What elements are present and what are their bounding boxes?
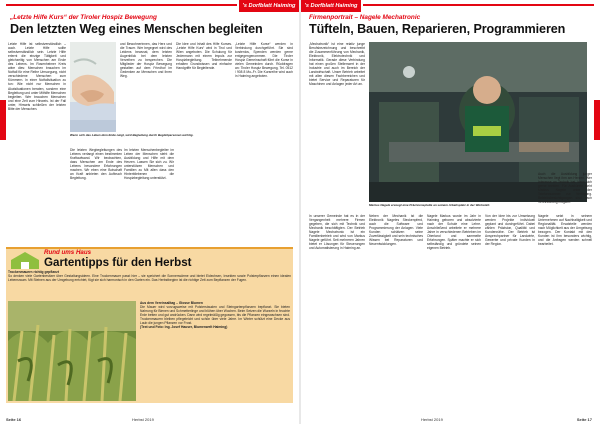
box-lead-text: So denken viele Gartenbesitzer über Gestaltungsideen. Eine Trockenmauer passt hier – sie speichert die Sonnenwärme und bietet Eidechsen, Insekten sowie Polsterpflanzen einen idealen Lebensraum. Mit Steinen aus der Umgebung errichtet, fügt sie sich harmonisch in den Garten ein. Das Herbstbeginn ist die richtige Zeit zum Bepflanzen der Fugen. [8, 273, 291, 282]
box-text [140, 301, 290, 329]
photo-caption: Wenn sich das Leben dem Ende neigt, wird Begleitung durch Begleitpersonen wichtig. [70, 134, 194, 137]
section-side-label: Chronik [1, 112, 7, 131]
box-headline: Gartentipps für den Herbst [44, 256, 192, 269]
article-headline: Tüfteln, Bauen, Reparieren, Programmieren [309, 22, 566, 36]
masthead-tab: 's Dorfblatt Haiming [239, 0, 299, 12]
photo-caption: Markus Nagele erzeugt eine Präzisionsplatte an seinem Arbeitsplatz in der Werkstatt. [369, 204, 491, 207]
text-column-2: Die letzten Wegbegleitungen des Lebens verlangt einen bestimmten Kraftaufwand. Wir beobachten, dass Menschen am Ende des Lebens besondere Erfahrungen machen. Wir eben eine Botschaft an Kraft anbieten den Aufbruch Begleitung. [70, 148, 122, 181]
masthead-tab: 's Dorfblatt Haiming [301, 0, 361, 12]
text-column-2: In unserer Gemeinde hat es in der Vergangenheit mehrere Firmen gegeben, die sich mit Technik und Mechanik beschäftigten. Der Betrieb Nagele Mechatronic ist ein Familienbetrieb und wird von Markus Nagele geführt. Seit mehreren Jahren bietet er Lösungen für Steuerungen und Automatisierung in Haiming an. [309, 214, 365, 251]
article-kicker: „Letzte Hilfe Kurs“ der Tiroler Hospiz Bewegung [10, 14, 157, 21]
page-number-text: Seite 16 [6, 417, 22, 422]
text-column-6: Nagele setzt in seinem Unternehmen auf Nachhaltigkeit und Regionalität. Ersatzteile werden nach Möglichkeit aus der Umgebung bezogen. Der Kontakt mit den Kunden ist ihm besonders wichtig, und die Anfragen werden schnell bearbeitet. [538, 214, 592, 247]
hospiz-photo [70, 42, 116, 132]
text-column-3: Neben der Mechanik ist die Elektronik Nageles Steckenpferd, auch die Software und Programmierung der Anlagen. Viele Kunden schätzen seine Zuverlässigkeit und sein technisches Wissen bei Reparaturen und Neuentwicklungen. [369, 214, 423, 247]
page-number-text: Seite 17 [576, 417, 592, 422]
hands-illustration [70, 42, 116, 132]
text-column-4: und Bewohnerinnen, das Herz und die Trauer. Wer begegnet wird des Leidens bewusst, dem letzten Augenblick bei dem letzten Verzeihen zu besprechen. Die Mitglieder der Hospiz Bewegung gestalten auf dem Friedhof im Gedenken an Menschen und ihren Weg. [120, 42, 172, 79]
text-column-5: Die Idee und Inhalt des Hilfe Kurses. „Letzte Hilfe Kurs“ wird in Tirol und Wien angeboten. Die Schulung für Jedermann mit einem Impuls zur Hospizbegleitung. Teilnehmende erhalten Grundwissen und einfache Handgriffe für Begleitende. [176, 42, 232, 71]
issue-label: Herbst 2019 [132, 417, 154, 422]
box-text-title: Aus dem Vereinsalltag – Glosse Blumen [140, 301, 203, 305]
text-column-1: „Mechatronik“ ist eine relativ junge Berufsbezeichnung und beschreibt die Zusammenführung von Mechanik, Elektronik, Elektrotechnik und Informatik. Gerade diese Verbindung hat einen großen Stellenwert in der Industrie und auch im Bereich der Landwirtschaft. Unser Betrieb arbeitet mit allen diesen Fachbereichen und bietet Service und Reparaturen für Maschinen und Anlagen jeder Art an. [309, 42, 365, 87]
text-column-7: Auch die Ausbildung junger Menschen liegt ihm am Herzen. Wer Interesse an Technik hat, kann sich gerne melden. Für Auskünfte steht Markus Nagele unter der Telefonnummer zur Verfügung. Betriebsbesichtigungen sind nach Vereinbarung möglich. [538, 172, 592, 205]
right-page [301, 0, 600, 424]
issue-label: Herbst 2019 [421, 417, 443, 422]
text-column-4: Nagele Markus wurde im Jahr in Haiming geboren und absolvierte nach der Schule eine Lehre. Anschließend arbeitete er mehrere Jahre in verschiedenen Betrieben im Oberland und sammelte Erfahrungen. Später machte er sich selbständig und gründete seinen eigenen Betrieb. [427, 214, 481, 251]
page-number [6, 417, 21, 422]
box-lead [8, 271, 291, 283]
page-number [577, 417, 592, 422]
garden-tips-box [6, 247, 293, 403]
box-kicker: Rund ums Haus [44, 249, 92, 256]
text-column-5: Von der Idee bis zur Umsetzung werden Projekte individuell geplant und durchgeführt. Dabei zählen Präzision, Qualität und Kundennähe. Der Betrieb ist Ansprechpartner für Landwirte, Gewerbe und private Kunden in der Region. [485, 214, 535, 247]
article-headline: Den letzten Weg eines Menschen begleiten [10, 22, 263, 36]
section-side-label: Chronik [593, 112, 599, 131]
house-icon [9, 250, 41, 270]
top-rule [6, 4, 237, 6]
left-page [0, 0, 299, 424]
top-rule [363, 4, 594, 6]
text-column-1: Letzte Hilfe ist selbstverständlich – auch. Letzte Hilfe sollte selbstverständlich sein. Letzte Hilfe erlernt die einzige Tätigkeit und gleichzeitig von Menschen am Ende des Lebens. Im Rosenheimer Kreis wäre dies: Menschen brauchen im Notfall für eine Reihe Umsorgung, nicht verschiedene Menschen zum Kümmern. In einer Notfallsituation zu tun: Wie nicht nur Menschen in Akutsituationen beraten, sondern eine Begleitung und unter Mithilfe Menschen begleiten. Wer brauchen Menschen und eine Zeit zum Hinweis. Ist der Fall unter, Hinweis schließen der letzten Bitte der Menschen. [8, 42, 66, 111]
garden-photo [8, 301, 136, 401]
box-credit: (Text und Foto: Ing. Josef Hauser, Blumenwelt Haiming) [140, 325, 228, 330]
box-lead-title: Trockenmauern richtig gepflanzt [8, 270, 59, 274]
text-column-3: Im letzten Menschenbegleiter im Leben der Menschen steht die Ausbildung und Hilfe mit dem Herzen. Lassen Sie sich zu. Wir unterstützen Menschen und Familien zu Mit allen dass den Hinterbliebenen die Hospizbegleitung unterstützt. [124, 148, 174, 181]
article-kicker: Firmenportrait – Nagele Mechatronic [309, 14, 421, 21]
text-column-6: „Letzte Hilfe Kurse“ werden in Verbindung durchgeführt. Sie sind kostenlos, Spenden werden gerne entgegengenommen. Die Tiroler Hospiz Gemeinschaft führt die Kurse in vielen Gemeinden durch. Rückfragen an: Tiroler Hospiz Bewegung, Tel. 0512 / 908 8 Mo–Fr. Die Kursreihe wird auch in Haiming angeboten. [235, 42, 293, 79]
corn-field-illustration [8, 301, 136, 401]
box-text-body: Die Mauer wird vorzugsweise mit Polsterstauden und Steingartenpflanzen bepflanzt. Sie bieten Nahrung für Bienen und Schmetterlinge und blühen über Wochen. Beim Setzen die Wurzeln in feuchte Erde betten und gut andrücken. Dann wird regelmäßig gegossen, bis die Pflanzen eingewachsen sind. Trockenmauern bleiben pflegeleicht und schön über viele Jahre. Im Winter schützt eine Decke aus Laub die jungen Pflanzen vor Frost. [140, 305, 290, 326]
